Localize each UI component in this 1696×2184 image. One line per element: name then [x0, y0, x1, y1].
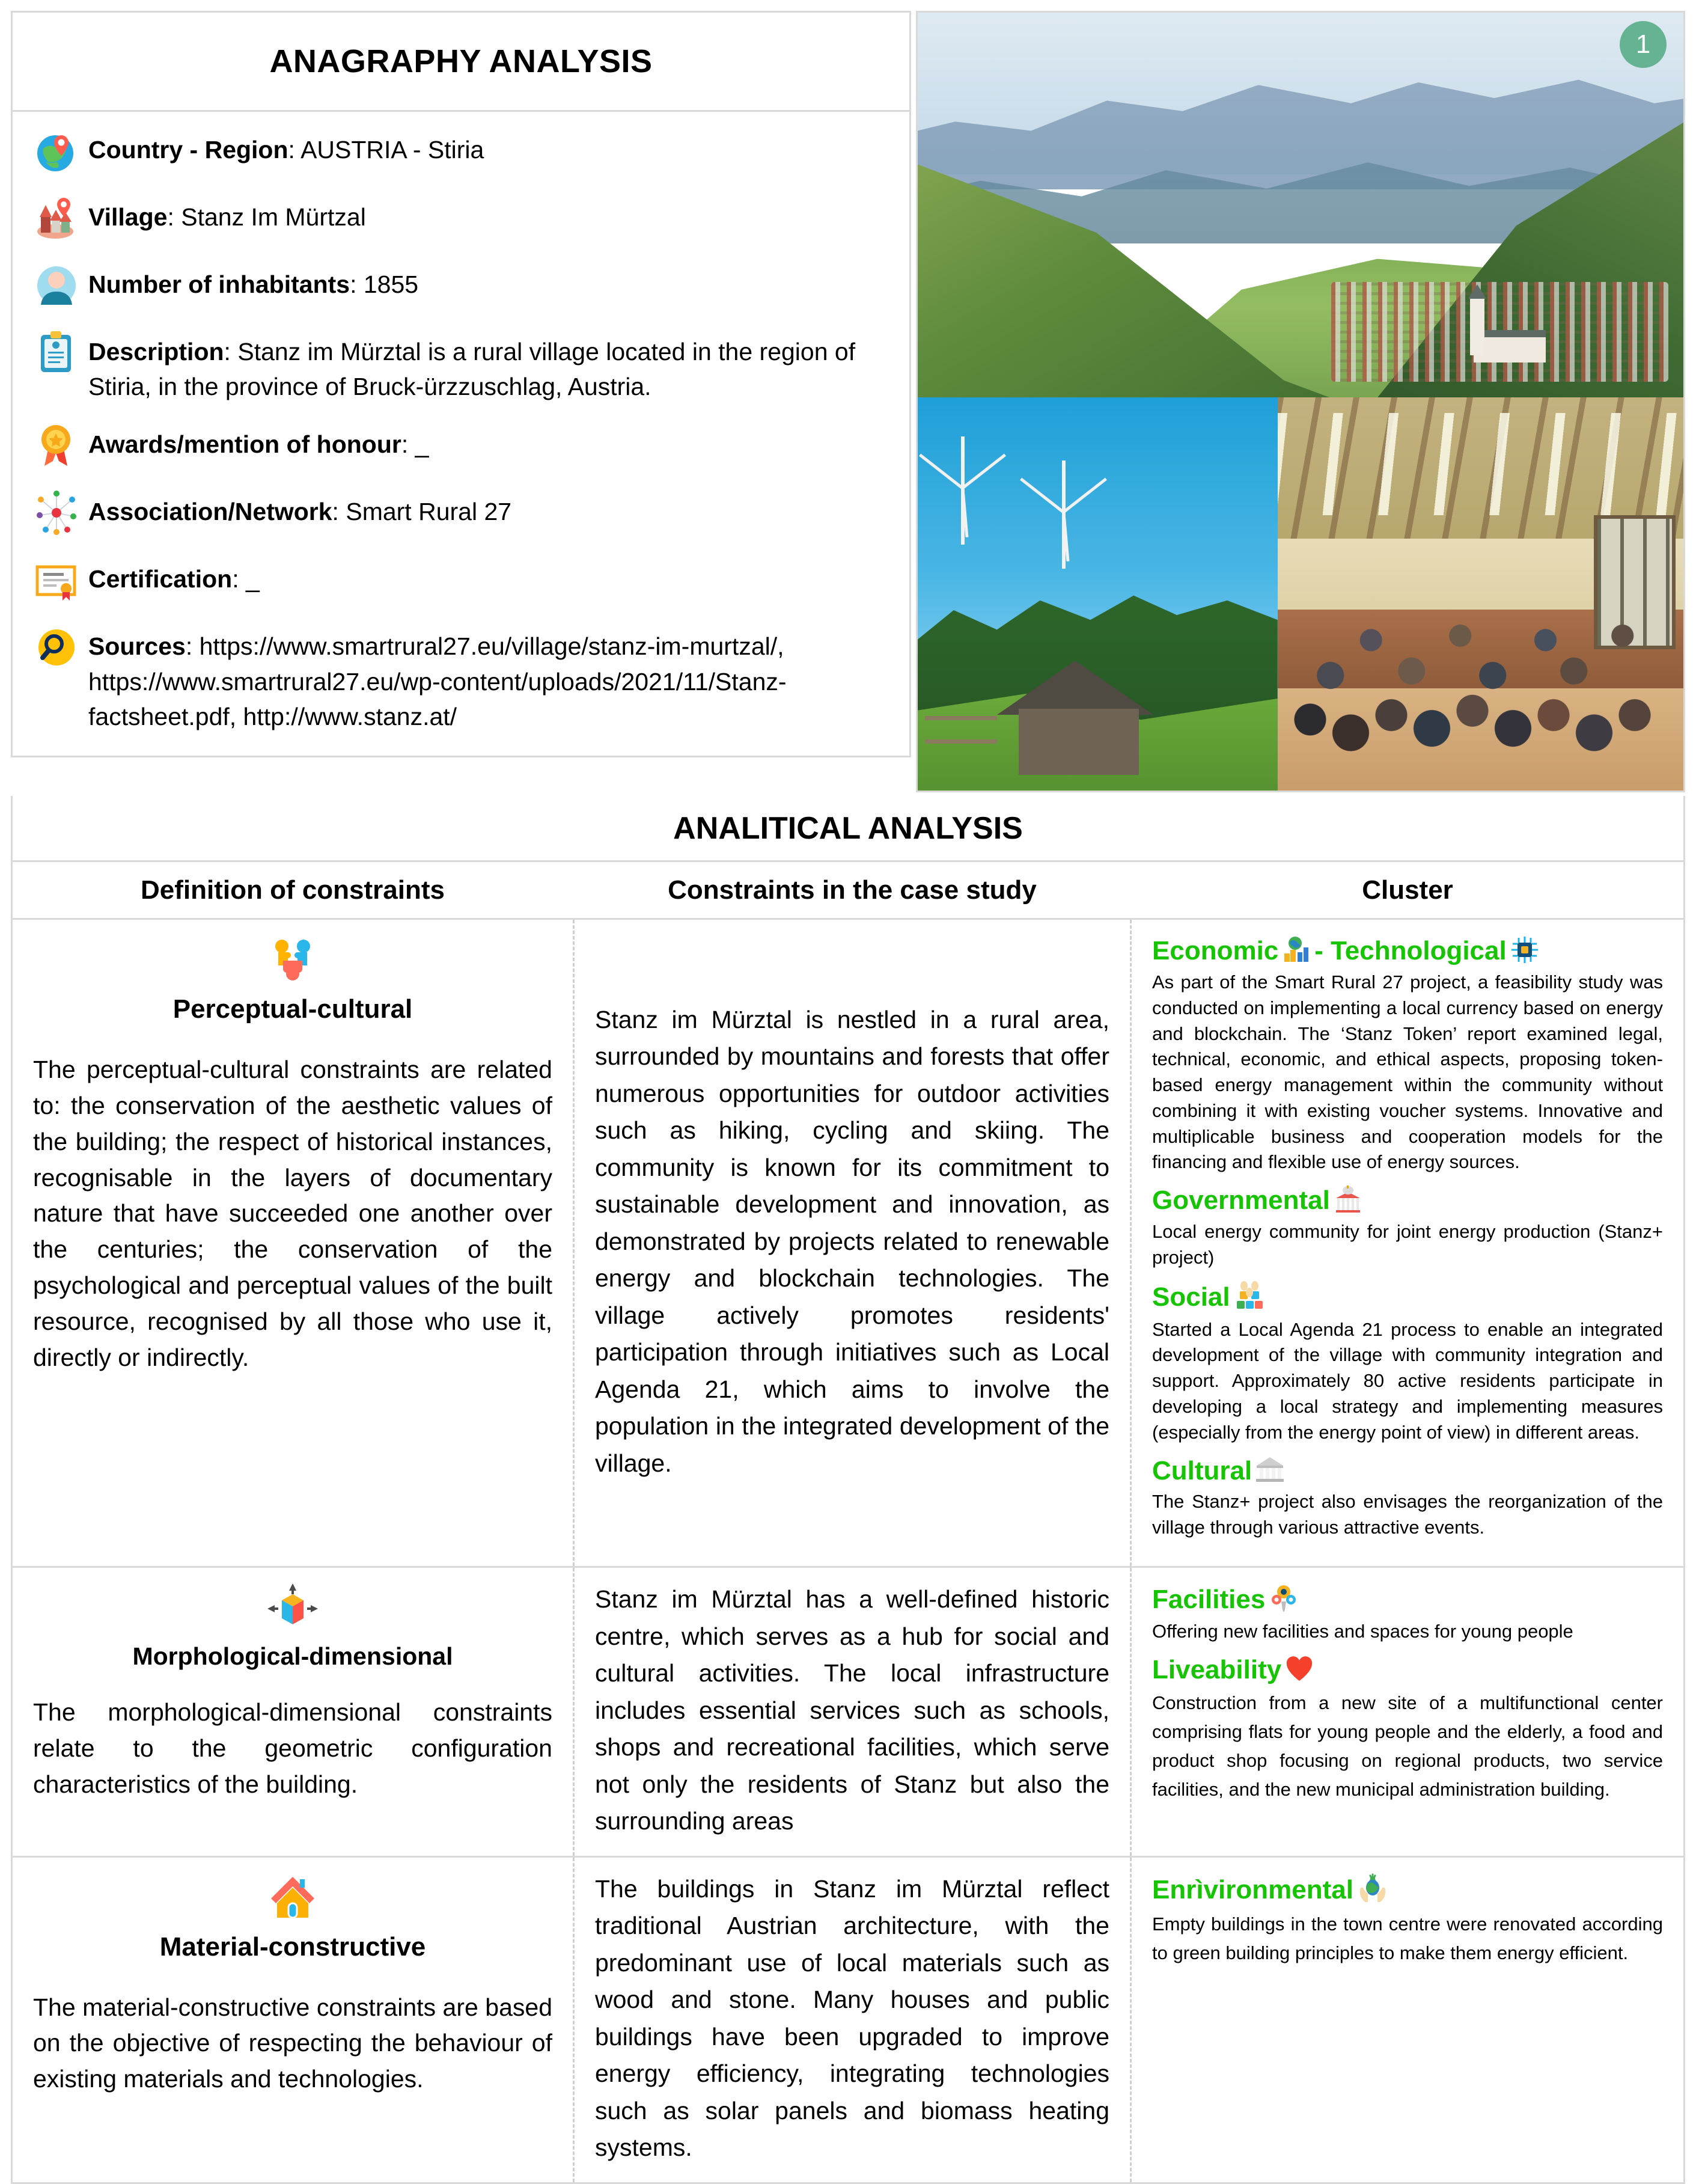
- info-row-text: Awards/mention of honour: _: [88, 430, 429, 459]
- cell-case-study-material-constructive: [573, 1858, 1132, 2182]
- government-building-icon: [1334, 1185, 1362, 1217]
- page-title: ANAGRAPHY ANALYSIS: [269, 43, 653, 79]
- analytical-title-box: [11, 796, 1685, 862]
- info-row-sources: [31, 622, 891, 734]
- network-icon: [31, 487, 82, 539]
- constraint-definition: The material-constructive constraints are based on the objective of respecting the behaviour of existing materials and technologies.: [33, 1993, 552, 2093]
- cluster-text-cultural: The Stanz+ project also envisages the reorganization of the village through various attractive events.: [1152, 1491, 1663, 1538]
- info-value: _: [246, 565, 260, 593]
- info-row-association: [31, 487, 891, 539]
- cluster-text-facilities: Offering new facilities and spaces for young people: [1152, 1621, 1573, 1642]
- heart-icon: [1285, 1654, 1314, 1686]
- info-row-certification: [31, 554, 891, 606]
- people-group-icon: [1234, 1280, 1265, 1315]
- case-study-text: Stanz im Mürztal has a well-defined historic centre, which serves as a hub for social and cultural activities. The local infrastructure includes essential services such as schools, shops and recreational facilities, which serve not only the residents of Stanz but also the surrounding areas: [595, 1585, 1109, 1835]
- table-row: [13, 1858, 1683, 2182]
- info-value: _: [415, 430, 429, 459]
- info-value: 1855: [363, 271, 419, 298]
- info-value: https://www.smartrural27.eu/village/stanz-im-murtzal/, https://www.smartrural27.eu/wp-content/uploads/2021/11/Stanz-factsheet.pdf, http://www.stanz.at/: [88, 632, 787, 730]
- cluster-label-facilities: Facilities: [1152, 1585, 1266, 1615]
- info-value: Stanz im Mürztal is a rural village located in the region of Stiria, in the province of Bruck-ürzzuschlag, Austria.: [88, 338, 856, 401]
- info-row-country-region: [31, 125, 891, 177]
- cell-definition-morphological-dimensional: [13, 1568, 573, 1856]
- cluster-label-economic: Economic: [1152, 936, 1279, 966]
- case-study-text: Stanz im Mürztal is nestled in a rural area, surrounded by mountains and forests that offer numerous opportunities for outdoor activities such as hiking, cycling and skiing. The community is known for its commitment to sustainable development and innovation, as demonstrated by projects related to renewable energy and blockchain technologies. The village actively promotes residents' participation through initiatives such as Local Agenda 21, which aims to involve the population in the integrated development of the village.: [595, 1005, 1109, 1477]
- cell-definition-perceptual-cultural: [13, 920, 573, 1566]
- anagraphy-title-box: [11, 11, 911, 112]
- certificate-icon: [31, 554, 82, 606]
- column-header-cluster: Cluster: [1362, 875, 1453, 905]
- cell-case-study-morphological-dimensional: [573, 1568, 1132, 1856]
- info-row-text: Association/Network: Smart Rural 27: [88, 498, 512, 526]
- status-badge: 1: [1620, 21, 1667, 68]
- info-row-text: Sources: https://www.smartrural27.eu/village/stanz-im-murtzal/, https://www.smartrural27.eu/wp-content/uploads/2021/11/Stanz-factsheet.pdf, http://www.stanz.at/: [88, 632, 787, 730]
- info-row-inhabitants: [31, 260, 891, 311]
- cluster-heading-liveability: [1152, 1654, 1663, 1686]
- cluster-label-liveability: Liveability: [1152, 1655, 1282, 1685]
- anagraphy-section: [11, 11, 1685, 792]
- column-header-definition: Definition of constraints: [141, 875, 445, 905]
- info-label: Awards/mention of honour: [88, 430, 401, 459]
- constraint-definition: The perceptual-cultural constraints are related to: the conservation of the aesthetic values of the building; the respect of historical instances, recognisable in the layers of documentary nature that have succeeded one another over the centuries; the conservation of the psychological and perceptual values of the built resource, recognised by all those who use it, directly or indirectly.: [33, 1056, 552, 1371]
- hands-earth-icon: [1357, 1873, 1388, 1907]
- economy-growth-icon: [1282, 935, 1311, 967]
- info-row-village: [31, 192, 891, 244]
- puzzle-people-icon: [33, 933, 552, 988]
- cluster-text-governmental: Local energy community for joint energy production (Stanz+ project): [1152, 1221, 1663, 1268]
- info-value: Stanz Im Mürtzal: [181, 203, 366, 231]
- cell-case-study-perceptual-cultural: [573, 920, 1132, 1566]
- cluster-heading-facilities: [1152, 1583, 1663, 1617]
- info-label: Country - Region: [88, 136, 288, 164]
- table-header-row: [13, 862, 1683, 920]
- award-rosette-icon: [31, 420, 82, 471]
- cluster-label-environmental: Enrìvironmental: [1152, 1874, 1353, 1904]
- cluster-label-technological: - Technological: [1314, 936, 1507, 966]
- photo-panel: [916, 11, 1685, 792]
- cluster-text-social: Started a Local Agenda 21 process to enable an integrated development of the village with community integration and support. Approximately 80 active residents participate in developing a local strategy and implementing measures (especially from the energy point of view) in different areas.: [1152, 1318, 1663, 1443]
- info-label: Sources: [88, 632, 186, 661]
- info-row-text: Country - Region: AUSTRIA - Stiria: [88, 136, 484, 164]
- microchip-icon: [1510, 935, 1539, 967]
- community-meeting-photo: [1278, 397, 1683, 791]
- info-row-text: Description: Stanz im Mürztal is a rural village located in the region of Stiria, in the province of Bruck-ürzzuschlag, Austria.: [88, 338, 856, 401]
- info-row-text: Village: Stanz Im Mürtzal: [88, 203, 366, 231]
- cluster-label-social: Social: [1152, 1282, 1230, 1312]
- constraint-name: Perceptual-cultural: [172, 994, 413, 1024]
- anagraphy-info-list: [11, 112, 911, 757]
- info-label: Certification: [88, 565, 233, 593]
- cluster-label-governmental: Governmental: [1152, 1185, 1330, 1216]
- info-row-description: [31, 327, 891, 404]
- case-study-text: The buildings in Stanz im Mürztal reflect traditional Austrian architecture, with the predominant use of local materials such as wood and stone. Many houses and public buildings have been upgraded to improve energy efficiency, integrating technologies such as solar panels and biomass heating systems.: [595, 1874, 1109, 2162]
- cell-definition-material-constructive: [13, 1858, 573, 2182]
- wind-turbines-photo: [918, 397, 1278, 791]
- magnifier-icon: [31, 622, 82, 673]
- cluster-heading-cultural: [1152, 1455, 1663, 1487]
- village-valley-photo: [918, 13, 1683, 397]
- cell-cluster-morphological-dimensional: [1132, 1568, 1683, 1856]
- info-row-text: Number of inhabitants: 1855: [88, 271, 419, 298]
- cell-cluster-perceptual-cultural: [1132, 920, 1683, 1566]
- house-icon: [33, 1871, 552, 1926]
- table-row: [13, 920, 1683, 1568]
- column-header-case-study: Constraints in the case study: [668, 875, 1037, 905]
- anagraphy-panel: [11, 11, 911, 757]
- info-label: Description: [88, 338, 224, 366]
- cluster-label-cultural: Cultural: [1152, 1455, 1252, 1485]
- gears-pencil-icon: [1269, 1583, 1299, 1617]
- clipboard-icon: [31, 327, 82, 379]
- info-label: Village: [88, 203, 168, 231]
- globe-pin-icon: [31, 125, 82, 177]
- cell-cluster-material-constructive: [1132, 1858, 1683, 2182]
- table-row: [13, 1568, 1683, 1858]
- constraint-name: Morphological-dimensional: [132, 1642, 453, 1671]
- cluster-text-environmental: Empty buildings in the town centre were renovated according to green building principles to make them energy efficient.: [1152, 1913, 1663, 1963]
- cluster-text-liveability: Construction from a new site of a multifunctional center comprising flats for young people and the elderly, a food and product shop focusing on regional products, two service facilities, and the new municipal administration building.: [1152, 1692, 1663, 1800]
- cube-arrows-icon: [33, 1581, 552, 1636]
- classical-building-icon: [1255, 1455, 1284, 1487]
- cluster-heading-social: [1152, 1280, 1663, 1315]
- info-label: Association/Network: [88, 498, 332, 526]
- constraints-table: [11, 862, 1685, 2184]
- cluster-text-economic-technological: As part of the Smart Rural 27 project, a feasibility study was conducted on implementing a local currency based on energy and blockchain. The ‘Stanz Token’ report examined legal, technical, economic, and ethical aspects, proposing token-based energy management within the community without combining it with existing voucher systems. Innovative and multiplicable business and cooperation models for the financing and flexible use of energy sources.: [1152, 971, 1663, 1173]
- info-label: Number of inhabitants: [88, 271, 350, 298]
- person-icon: [31, 260, 82, 311]
- village-pin-icon: [31, 192, 82, 244]
- cluster-heading-governmental: [1152, 1185, 1663, 1217]
- constraint-definition: The morphological-dimensional constraints relate to the geometric configuration characteristics of the building.: [33, 1698, 552, 1798]
- info-row-text: Certification: _: [88, 565, 260, 593]
- info-row-awards: [31, 420, 891, 471]
- analytical-title: ANALITICAL ANALYSIS: [673, 810, 1023, 846]
- constraint-name: Material-constructive: [159, 1932, 426, 1962]
- cluster-heading-economic-technological: [1152, 935, 1663, 967]
- info-value: AUSTRIA - Stiria: [300, 136, 484, 164]
- info-value: Smart Rural 27: [346, 498, 512, 526]
- cluster-heading-environmental: [1152, 1873, 1663, 1907]
